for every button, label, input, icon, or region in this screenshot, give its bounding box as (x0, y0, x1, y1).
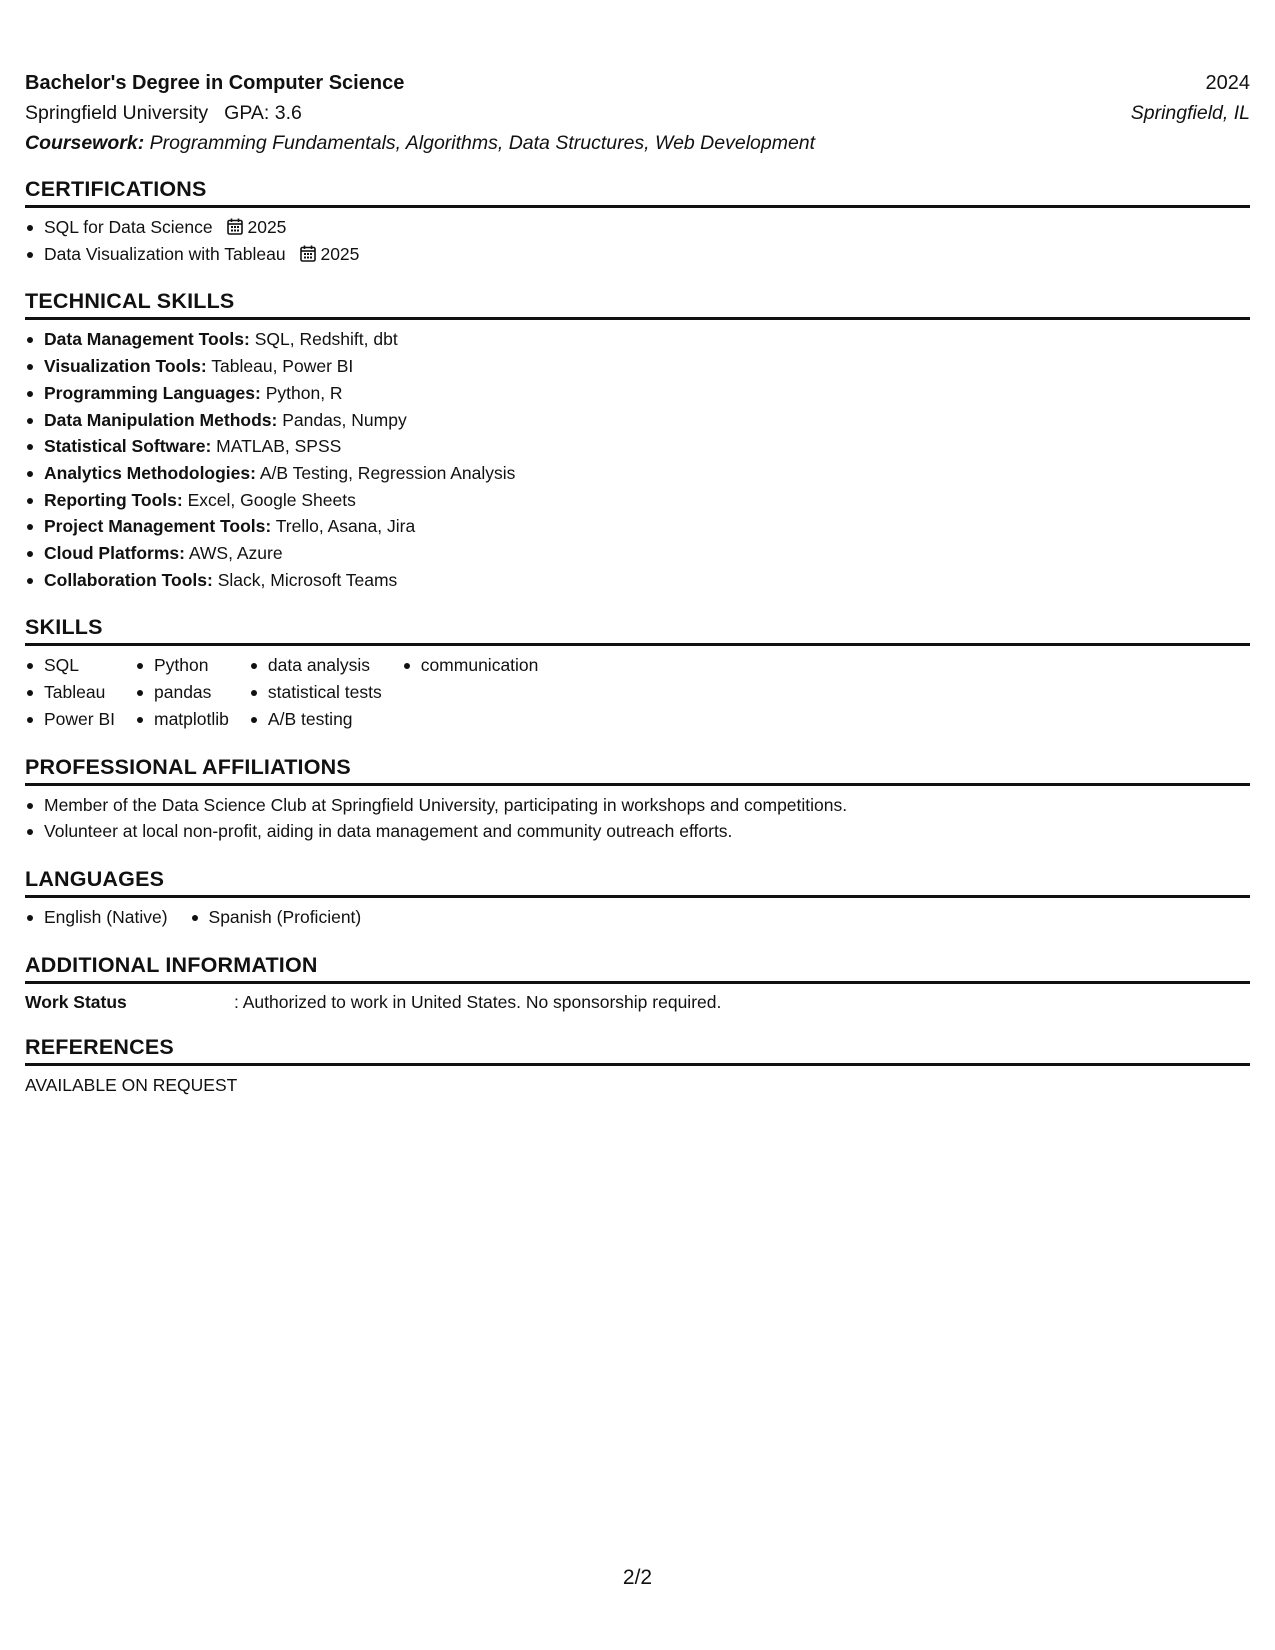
certifications-section (25, 177, 1250, 267)
skill-values: Excel, Google Sheets (187, 489, 356, 510)
school-name: Springfield University (25, 102, 209, 124)
skill-category: Statistical Software: (44, 436, 212, 457)
list-item: SQL (25, 652, 115, 679)
calendar-icon (300, 245, 316, 262)
skill-values: Slack, Microsoft Teams (217, 569, 398, 590)
work-status-label: Work Status (25, 991, 127, 1012)
section-title: LANGUAGES (25, 867, 1250, 898)
list-item (25, 407, 1250, 434)
skills-column (402, 652, 539, 732)
page-number: 2/2 (622, 1566, 653, 1589)
education-entry (25, 72, 1250, 155)
languages-row (25, 904, 1250, 931)
list-item (25, 380, 1250, 407)
list-item (25, 214, 1250, 241)
list-item (25, 540, 1250, 567)
list-item (25, 567, 1250, 594)
work-status-row (25, 992, 1250, 1013)
degree-title: Bachelor's Degree in Computer Science (25, 72, 405, 94)
coursework (25, 132, 1250, 155)
technical-skills-list (25, 326, 1250, 593)
skill-values: SQL, Redshift, dbt (254, 329, 398, 350)
list-item: communication (402, 652, 539, 679)
list-item: statistical tests (249, 679, 382, 706)
list-item: Member of the Data Science Club at Springfield University, participating in workshops and competitions. (25, 792, 1250, 819)
section-title: CERTIFICATIONS (25, 177, 1250, 208)
section-title: SKILLS (25, 615, 1250, 646)
section-title: ADDITIONAL INFORMATION (25, 953, 1250, 984)
gpa: GPA: 3.6 (224, 102, 302, 124)
list-item (25, 433, 1250, 460)
work-status-value: : Authorized to work in United States. No sponsorship required. (234, 991, 722, 1012)
skills-section (25, 615, 1250, 732)
list-item: Spanish (Proficient) (190, 904, 362, 931)
skill-category: Project Management Tools: (44, 516, 272, 537)
list-item (25, 241, 1250, 268)
school-location: Springfield, IL (1130, 102, 1250, 124)
graduation-year: 2024 (1205, 72, 1250, 94)
skill-category: Reporting Tools: (44, 489, 183, 510)
list-item (25, 487, 1250, 514)
list-item: A/B testing (249, 706, 382, 733)
list-item: English (Native) (25, 904, 168, 931)
certification-name: Data Visualization with Tableau (44, 243, 286, 264)
affiliations-list (25, 792, 1250, 845)
list-item: Python (135, 652, 229, 679)
references-text: AVAILABLE ON REQUEST (25, 1074, 238, 1095)
skill-values: A/B Testing, Regression Analysis (259, 462, 516, 483)
skill-category: Cloud Platforms: (44, 543, 185, 564)
list-item: matplotlib (135, 706, 229, 733)
skills-column (249, 652, 382, 732)
list-item: Power BI (25, 706, 115, 733)
skill-category: Programming Languages: (44, 382, 261, 403)
list-item: data analysis (249, 652, 382, 679)
section-title: PROFESSIONAL AFFILIATIONS (25, 755, 1250, 786)
skill-values: Trello, Asana, Jira (275, 516, 416, 537)
skill-category: Visualization Tools: (44, 356, 207, 377)
certification-year: 2025 (247, 217, 287, 237)
skill-category: Data Manipulation Methods: (44, 409, 278, 430)
skill-values: MATLAB, SPSS (216, 436, 342, 457)
skills-column (135, 652, 229, 732)
languages-section (25, 867, 1250, 931)
calendar-icon (227, 218, 243, 235)
certifications-list (25, 214, 1250, 267)
coursework-list: Programming Fundamentals, Algorithms, Data Structures, Web Development (149, 132, 816, 154)
certification-year: 2025 (320, 243, 360, 264)
skill-values: Pandas, Numpy (282, 409, 407, 430)
additional-info-section (25, 953, 1250, 1013)
references-section (25, 1035, 1250, 1096)
skill-category: Analytics Methodologies: (44, 462, 256, 483)
coursework-label: Coursework: (25, 132, 145, 154)
skill-values: Tableau, Power BI (211, 356, 354, 377)
section-title: REFERENCES (25, 1035, 1250, 1066)
list-item (25, 513, 1250, 540)
skill-category: Data Management Tools: (44, 329, 250, 350)
technical-skills-section (25, 289, 1250, 593)
skill-values: AWS, Azure (188, 543, 283, 564)
affiliations-section (25, 755, 1250, 845)
list-item: Volunteer at local non-profit, aiding in data management and community outreach efforts. (25, 818, 1250, 845)
resume-page (25, 72, 1250, 1096)
list-item: pandas (135, 679, 229, 706)
skills-grid (25, 652, 1250, 732)
list-item: Tableau (25, 679, 115, 706)
certification-name: SQL for Data Science (44, 217, 213, 237)
skill-category: Collaboration Tools: (44, 569, 213, 590)
skill-values: Python, R (265, 382, 343, 403)
list-item (25, 460, 1250, 487)
section-title: TECHNICAL SKILLS (25, 289, 1250, 320)
list-item (25, 326, 1250, 353)
list-item (25, 353, 1250, 380)
skills-column (25, 652, 115, 732)
